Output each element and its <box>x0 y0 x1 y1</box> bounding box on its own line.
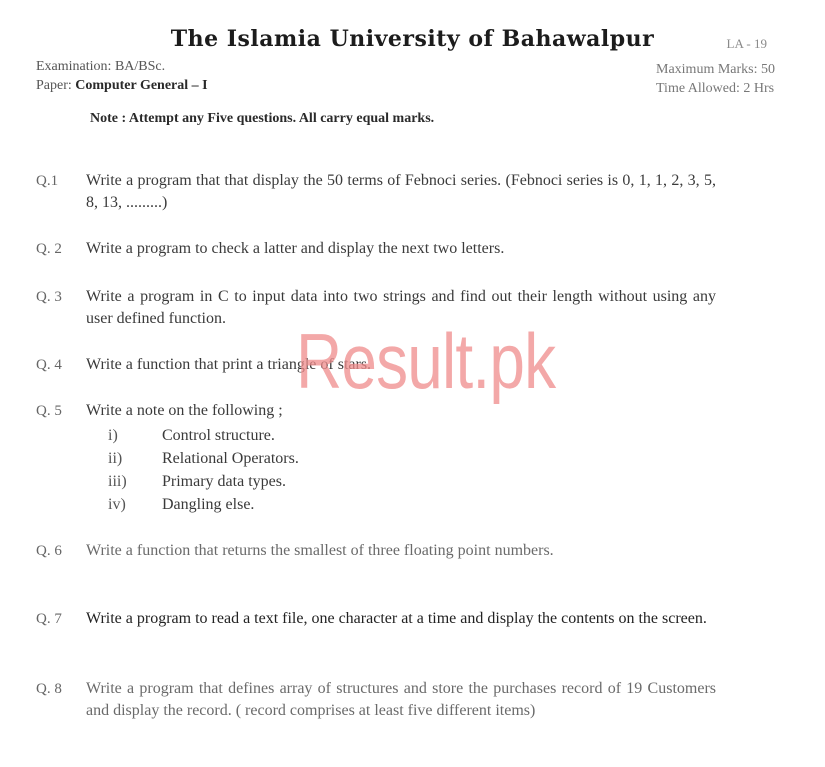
question-number: Q. 2 <box>36 241 62 257</box>
examination-value: BA/BSc. <box>114 59 166 74</box>
question-text: Write a program in C to input data into two strings and find out their length without using any user defined function. <box>86 288 716 327</box>
question-6 <box>36 540 716 562</box>
question-text: Write a program that defines array of structures and store the purchases record of 19 Customers and display the record. ( record comprises at least five different items) <box>86 680 716 719</box>
time-label: Time Allowed: <box>656 81 740 96</box>
list-item-text: Primary data types. <box>162 473 286 490</box>
question-2 <box>36 238 716 260</box>
university-title: The Islamia University of Bahawalpur <box>170 26 655 52</box>
paper-line <box>36 76 208 95</box>
question-number: Q. 6 <box>36 543 62 559</box>
question-8 <box>36 678 716 722</box>
max-marks-label: Maximum Marks: <box>656 62 758 77</box>
question-5 <box>36 400 716 422</box>
question-number: Q. 3 <box>36 289 62 305</box>
max-marks-line <box>656 60 775 79</box>
question-number: Q. 4 <box>36 357 62 373</box>
list-marker: i) <box>108 427 118 444</box>
time-line <box>656 79 775 98</box>
question-number: Q.1 <box>36 173 59 189</box>
instructions-note: Note : Attempt any Five questions. All carry equal marks. <box>90 111 435 126</box>
list-item-text: Dangling else. <box>162 496 255 513</box>
list-item <box>108 447 299 470</box>
question-number: Q. 7 <box>36 611 62 627</box>
question-text: Write a program to read a text file, one character at a time and display the contents on the screen. <box>86 610 707 627</box>
watermark: Result.pk <box>296 317 556 405</box>
q5-subitems <box>108 424 299 516</box>
list-marker: ii) <box>108 450 123 467</box>
question-text: Write a function that print a triangle of stars. <box>86 356 372 373</box>
question-text: Write a note on the following ; <box>86 402 283 419</box>
question-text: Write a function that returns the smallest of three floating point numbers. <box>86 542 554 559</box>
list-item <box>108 493 299 516</box>
question-4 <box>36 354 716 376</box>
marks-info <box>656 60 775 98</box>
paper-code: LA - 19 <box>726 36 767 51</box>
question-number: Q. 5 <box>36 403 62 419</box>
list-item-text: Control structure. <box>162 427 275 444</box>
question-text: Write a program to check a latter and display the next two letters. <box>86 240 505 257</box>
question-7 <box>36 608 716 630</box>
max-marks-value: 50 <box>761 62 775 77</box>
time-value: 2 Hrs <box>743 81 775 96</box>
paper-label: Paper: <box>36 78 72 93</box>
paper-value: Computer General – I <box>75 78 208 93</box>
question-1 <box>36 170 716 214</box>
list-marker: iii) <box>108 473 127 490</box>
examination-line <box>36 57 208 76</box>
list-item <box>108 470 299 493</box>
list-item-text: Relational Operators. <box>162 450 299 467</box>
exam-info <box>36 57 208 95</box>
list-marker: iv) <box>108 496 126 513</box>
question-text: Write a program that that display the 50 terms of Febnoci series. (Febnoci series is 0, 1, 1, 2, 3, 5, 8, 13, .........) <box>86 172 716 211</box>
examination-label: Examination: <box>36 59 112 74</box>
question-number: Q. 8 <box>36 681 62 697</box>
question-3 <box>36 286 716 330</box>
list-item <box>108 424 299 447</box>
